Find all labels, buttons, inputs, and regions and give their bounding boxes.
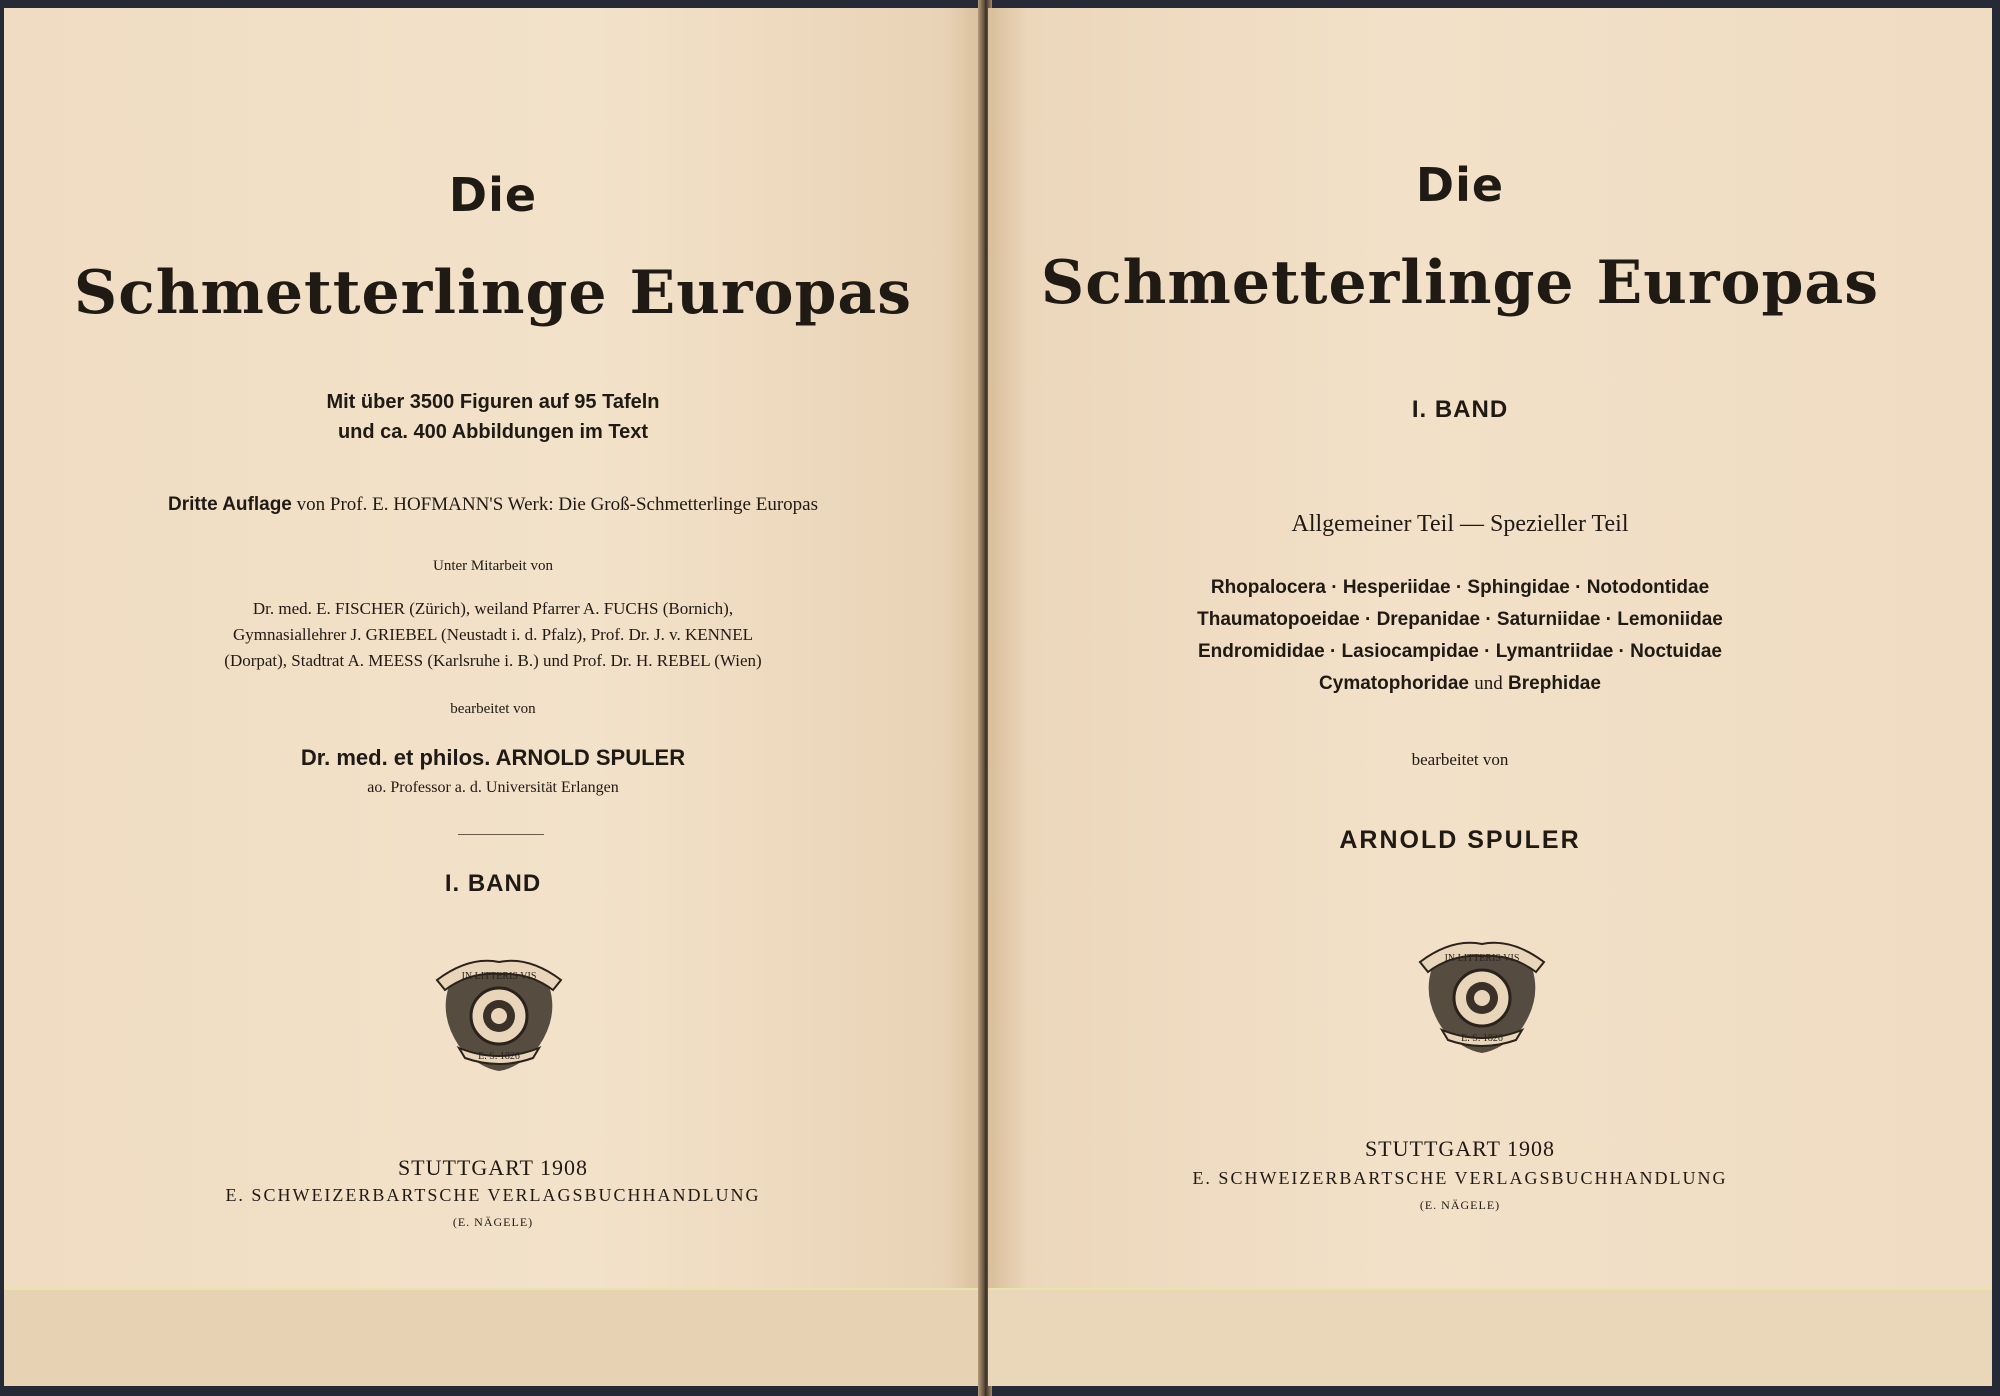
right-taxa-line2: Thaumatopoeidae · Drepanidae · Saturniidae · Lemoniidae	[1197, 609, 1723, 630]
emblem-right-motto: IN LITTERIS VIS	[1444, 953, 1520, 964]
left-band: I. BAND	[444, 870, 542, 897]
left-author: Dr. med. et philos. ARNOLD SPULER	[300, 745, 686, 770]
right-title: Schmetterlinge Europas	[1040, 248, 1880, 318]
left-edited-by: bearbeitet von	[450, 701, 536, 717]
right-author: ARNOLD SPULER	[1339, 826, 1581, 854]
right-city-year: STUTTGART 1908	[1364, 1136, 1556, 1161]
right-taxa-cymatophoridae: Cymatophoridae	[1319, 673, 1469, 694]
right-page-bottom-edge	[988, 1288, 1992, 1386]
left-author-title: ao. Professor a. d. Universität Erlangen	[367, 779, 619, 796]
right-edited-by: bearbeitet von	[1411, 750, 1509, 769]
left-publisher-sub: (E. NÄGELE)	[452, 1215, 534, 1229]
right-taxa-line4	[988, 668, 1962, 700]
left-page-bottom-edge	[4, 1288, 982, 1386]
right-parts: Allgemeiner Teil — Spezieller Teil	[1291, 511, 1629, 537]
right-taxa-und: und	[1474, 673, 1503, 694]
left-page	[4, 8, 982, 1386]
left-collab-intro: Unter Mitarbeit von	[433, 558, 553, 574]
left-title: Schmetterlinge Europas	[73, 258, 913, 328]
right-page	[988, 8, 1992, 1386]
right-taxa-line3: Endromididae · Lasiocampidae · Lymantriidae · Noctuidae	[1197, 641, 1722, 662]
left-city-year: STUTTGART 1908	[397, 1155, 589, 1180]
emblem-right-mark: E. S. 1826	[1461, 1033, 1503, 1044]
left-edition	[4, 490, 982, 520]
publisher-emblem-right	[1412, 928, 1552, 1058]
right-publisher: E. SCHWEIZERBARTSCHE VERLAGSBUCHHANDLUNG	[1192, 1168, 1728, 1188]
right-band: I. BAND	[1411, 396, 1509, 423]
left-publisher: E. SCHWEIZERBARTSCHE VERLAGSBUCHHANDLUNG	[225, 1185, 761, 1205]
emblem-left-mark: E. S. 1826	[478, 1051, 520, 1062]
emblem-left-motto: IN LITTERIS VIS	[461, 971, 537, 982]
publisher-emblem-left	[429, 946, 569, 1076]
left-figures-line2: und ca. 400 Abbildungen im Text	[337, 421, 649, 443]
right-taxa-brephidae: Brephidae	[1508, 673, 1601, 694]
right-die: Die	[1415, 158, 1505, 212]
left-collab-line3: (Dorpat), Stadtrat A. MEESS (Karlsruhe i. B.) und Prof. Dr. H. REBEL (Wien)	[224, 651, 762, 670]
right-publisher-sub: (E. NÄGELE)	[1419, 1198, 1501, 1212]
left-collab-line2: Gymnasiallehrer J. GRIEBEL (Neustadt i. d. Pfalz), Prof. Dr. J. v. KENNEL	[233, 625, 753, 644]
left-die: Die	[448, 168, 538, 222]
left-figures-line1: Mit über 3500 Figuren auf 95 Tafeln	[326, 391, 660, 413]
left-divider	[458, 834, 544, 835]
left-edition-bold: Dritte Auflage	[168, 494, 292, 515]
left-collab-line1: Dr. med. E. FISCHER (Zürich), weiland Pfarrer A. FUCHS (Bornich),	[252, 599, 734, 618]
left-edition-rest: von Prof. E. HOFMANN'S Werk: Die Groß-Schmetterlinge Europas	[296, 494, 818, 515]
right-taxa-line1: Rhopalocera · Hesperiidae · Sphingidae · Notodontidae	[1210, 577, 1710, 598]
